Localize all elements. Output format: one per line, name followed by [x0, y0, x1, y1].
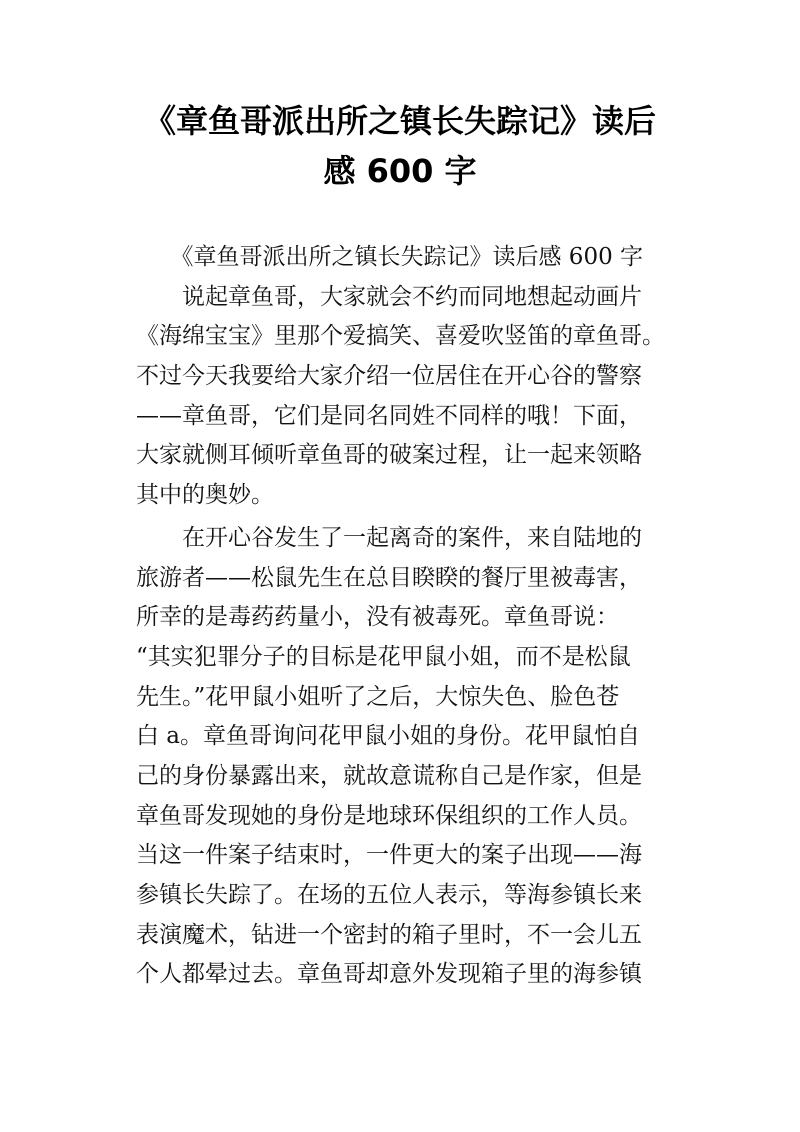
body-line: 其中的奥妙。 [136, 482, 274, 509]
body-line: 先生。”花甲鼠小姐听了之后，大惊失色、脸色苍 [136, 683, 620, 710]
title-line-1: 《章鱼哥派出所之镇长失踪记》读后 [143, 102, 656, 140]
body-line: 所幸的是毒药药量小，没有被毒死。章鱼哥说： [136, 604, 619, 631]
body-line: 不过今天我要给大家介绍一位居住在开心谷的警察 [136, 363, 642, 390]
body-line: 当这一件案子结束时，一件更大的案子出现——海 [136, 842, 642, 869]
document-title [0, 96, 800, 196]
body-line: 在开心谷发生了一起离奇的案件，来自陆地的 [136, 524, 642, 551]
body-line: 个人都晕过去。章鱼哥却意外发现箱子里的海参镇 [136, 961, 642, 988]
body-line: 白 a。章鱼哥询问花甲鼠小姐的身份。花甲鼠怕自 [136, 723, 641, 750]
document-body [136, 238, 668, 995]
body-line: 大家就侧耳倾听章鱼哥的破案过程，让一起来领略 [136, 442, 642, 469]
body-line: “其实犯罪分子的目标是花甲鼠小姐，而不是松鼠 [136, 643, 631, 670]
body-line: 表演魔术，钻进一个密封的箱子里时，不一会儿五 [136, 921, 642, 948]
body-line: ——章鱼哥，它们是同名同姓不同样的哦！下面， [136, 402, 642, 429]
body-line: 章鱼哥发现她的身份是地球环保组织的工作人员。 [136, 802, 642, 829]
body-line: 旅游者——松鼠先生在总目睽睽的餐厅里被毒害， [136, 564, 642, 591]
body-line: 己的身份暴露出来，就故意谎称自己是作家，但是 [136, 762, 642, 789]
body-line: 《海绵宝宝》里那个爱搞笑、喜爱吹竖笛的章鱼哥。 [136, 323, 665, 350]
body-line: 《章鱼哥派出所之镇长失踪记》读后感 600 字 [136, 244, 644, 270]
body-line: 参镇长失踪了。在场的五位人表示，等海参镇长来 [136, 882, 642, 908]
body-line: 说起章鱼哥，大家就会不约而同地想起动画片 [136, 283, 642, 310]
title-line-2: 感 600 字 [323, 152, 477, 190]
